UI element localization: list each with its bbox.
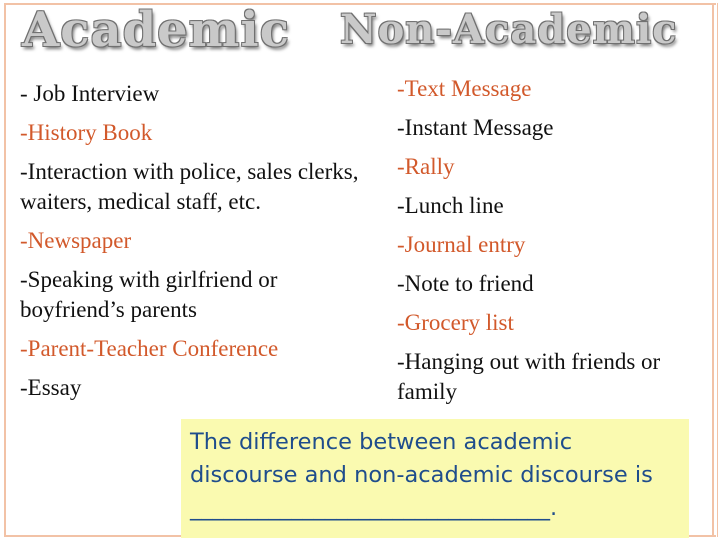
academic-item: -Interaction with police, sales clerks, waiters, medical staff, etc. [20,159,359,214]
non-academic-item: -Journal entry [397,232,526,257]
non-academic-item: -Grocery list [397,310,514,335]
academic-item: -Parent-Teacher Conference [20,336,279,361]
callout-text: The difference between academic discourse and non-academic discourse is ________________________________. [190,429,653,521]
academic-item: -History Book [20,120,153,145]
academic-list [20,79,365,412]
frame-left-border [4,3,6,537]
academic-item: -Newspaper [20,228,132,253]
non-academic-item: -Text Message [397,76,532,101]
difference-callout-box [181,419,689,538]
non-academic-item: -Lunch line [397,193,504,218]
academic-heading: Academic [22,2,290,58]
non-academic-item: -Instant Message [397,115,554,140]
non-academic-item: -Rally [397,154,455,179]
non-academic-item: -Hanging out with friends or family [397,349,661,404]
academic-item: -Speaking with girlfriend or boyfriend’s parents [20,267,278,322]
non-academic-item: -Note to friend [397,271,534,296]
frame-right-border [712,3,714,537]
academic-item: - Job Interview [20,81,160,106]
academic-item: -Essay [20,375,82,400]
non-academic-list [397,74,687,416]
frame-right-outer-border [717,3,718,537]
non-academic-heading: Non-Academic [340,6,678,53]
